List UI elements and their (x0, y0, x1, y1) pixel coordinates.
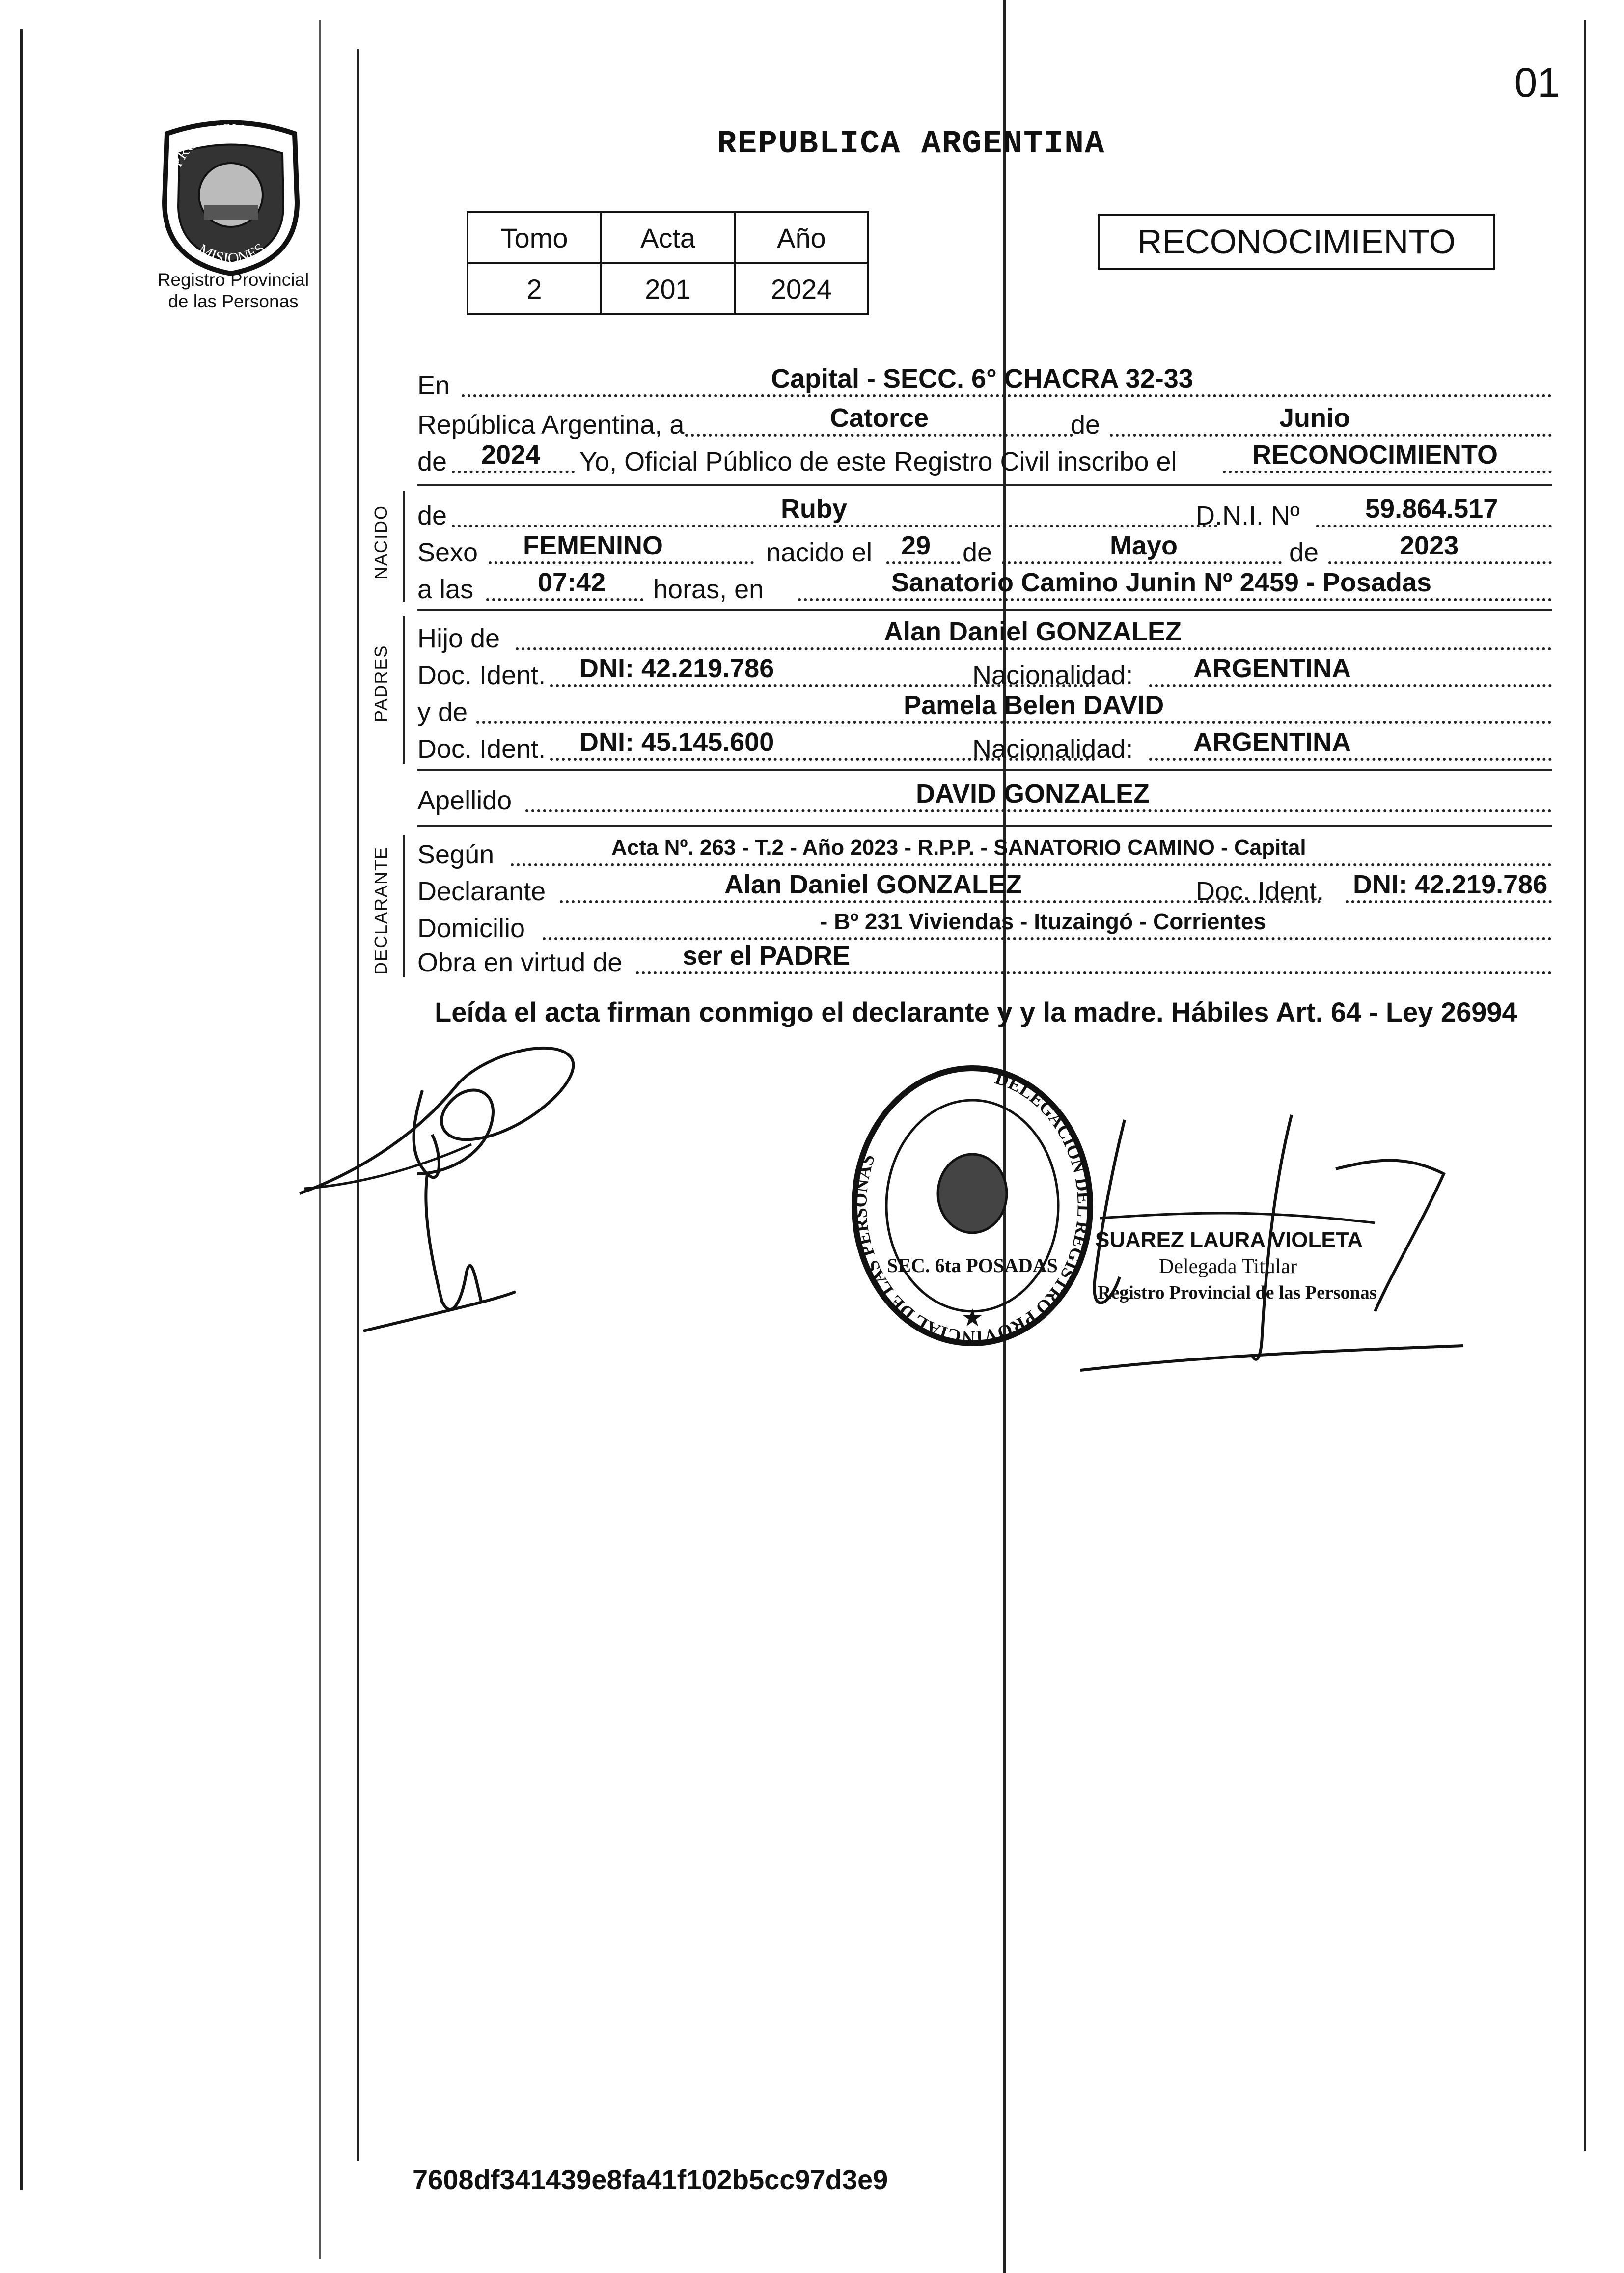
section-bar-declarante (403, 835, 405, 977)
dots (1149, 758, 1552, 761)
label-doc-declarante: Doc. Ident. (1196, 877, 1324, 906)
label-nacionalidad-father: Nacionalidad: (972, 661, 1133, 690)
acta-value-acta: 201 (601, 263, 735, 314)
registry-caption-line1: Registro Provincial (157, 270, 309, 290)
logo-seal-bottom-text: MISIONES (195, 239, 268, 267)
row-domicilio (417, 909, 1552, 943)
official-title: Delegada Titular (1159, 1255, 1297, 1278)
page-number: 01 (1514, 59, 1560, 106)
country-title: REPUBLICA ARGENTINA (717, 125, 1105, 162)
row-time-place (417, 570, 1552, 604)
label-apellido: Apellido (417, 786, 512, 815)
label-horas-en: horas, en (653, 575, 764, 604)
closing-statement: Leída el acta firman conmigo el declarante y y la madre. Hábiles Art. 64 - Ley 26994 (435, 997, 1517, 1027)
sex-value: FEMENINO (523, 531, 663, 560)
dots (452, 471, 575, 473)
label-segun: Según (417, 840, 495, 869)
document-hash: 7608df341439e8fa41f102b5cc97d3e9 (413, 2164, 888, 2195)
birth-day: 29 (901, 531, 931, 560)
year-value: 2024 (481, 440, 541, 470)
birth-month: Mayo (1110, 531, 1178, 560)
inscribed-value: RECONOCIMIENTO (1252, 440, 1498, 470)
place-location: Capital - SECC. 6° CHACRA 32-33 (771, 364, 1193, 393)
row-declarante (417, 872, 1552, 906)
obra-value: ser el PADRE (683, 941, 851, 970)
row-obra (417, 943, 1552, 977)
separator (417, 825, 1552, 827)
row-father (417, 619, 1552, 653)
dots (1316, 525, 1552, 527)
section-bar-padres (403, 616, 405, 764)
dots (886, 561, 960, 564)
form-border-right (1584, 20, 1586, 2151)
province-logo (150, 114, 312, 276)
dots (636, 971, 1552, 974)
father-doc: DNI: 42.219.786 (579, 654, 774, 683)
label-dni: D.N.I. Nº (1196, 501, 1300, 530)
acta-header-acta: Acta (601, 212, 735, 263)
acta-value-ano: 2024 (735, 263, 868, 314)
child-dni: 59.864.517 (1365, 494, 1498, 524)
birth-year: 2023 (1400, 531, 1459, 560)
declarant-signature (295, 1026, 697, 1351)
label-doc-father: Doc. Ident. (417, 661, 546, 690)
dots (685, 434, 1073, 437)
acta-header-tomo: Tomo (468, 212, 601, 263)
dots (476, 721, 1552, 724)
dots (489, 561, 754, 564)
row-name (417, 496, 1552, 530)
row-place (417, 366, 1552, 400)
father-name: Alan Daniel GONZALEZ (884, 617, 1182, 646)
section-label-nacido: NACIDO (371, 504, 391, 580)
official-stamp (845, 1061, 1100, 1356)
section-bar-nacido (403, 491, 405, 602)
separator (417, 609, 1552, 611)
declarante-name: Alan Daniel GONZALEZ (724, 870, 1022, 899)
label-obra: Obra en virtud de (417, 948, 623, 977)
row-date (417, 405, 1552, 440)
row-mother (417, 693, 1552, 727)
registry-caption (133, 269, 334, 312)
section-label-padres: PADRES (371, 644, 391, 722)
mother-name: Pamela Belen DAVID (904, 691, 1164, 720)
official-org: Registro Provincial de las Personas (1098, 1282, 1377, 1303)
dots (798, 598, 1552, 601)
label-en: En (417, 371, 450, 400)
dots (543, 937, 1552, 940)
day-value: Catorce (830, 403, 929, 433)
label-de-year: de (1289, 538, 1319, 567)
stamp-center-text: SEC. 6ta POSADAS (887, 1254, 1058, 1276)
label-hijo-de: Hijo de (417, 624, 500, 653)
row-father-doc (417, 656, 1552, 690)
logo-seal-top-text: PROVINCIA DE (169, 120, 274, 169)
separator (417, 484, 1552, 486)
mother-doc: DNI: 45.145.600 (579, 727, 774, 757)
label-de: de (1071, 410, 1101, 440)
dots (462, 394, 1552, 397)
dots (1149, 684, 1552, 687)
statement-text: Yo, Oficial Público de este Registro Civil inscribo el (579, 447, 1177, 476)
label-nacido-el: nacido el (766, 538, 873, 567)
label-de2: de (417, 447, 447, 476)
segun-value: Acta Nº. 263 - T.2 - Año 2023 - R.P.P. - SANATORIO CAMINO - Capital (611, 835, 1306, 859)
dots (486, 598, 643, 601)
label-de-month: de (963, 538, 992, 567)
acta-header-ano: Año (735, 212, 868, 263)
dots (511, 863, 1552, 866)
birth-time: 07:42 (538, 568, 606, 597)
dots (1002, 561, 1282, 564)
birth-place: Sanatorio Camino Junin Nº 2459 - Posadas (891, 568, 1432, 597)
label-republica: República Argentina, a (417, 410, 685, 440)
row-sex-birth (417, 533, 1552, 567)
dots (525, 809, 1552, 812)
dots (516, 647, 1552, 650)
label-de-name: de (417, 501, 447, 530)
label-domicilio: Domicilio (417, 914, 525, 943)
father-nationality: ARGENTINA (1193, 654, 1351, 683)
dots (1110, 434, 1552, 437)
row-apellido (417, 781, 1552, 815)
domicilio-value: - Bº 231 Viviendas - Ituzaingó - Corrientes (820, 909, 1266, 934)
dots (1223, 471, 1552, 473)
official-name: SUAREZ LAURA VIOLETA (1095, 1228, 1363, 1252)
label-a-las: a las (417, 575, 474, 604)
mother-nationality: ARGENTINA (1193, 727, 1351, 757)
row-segun (417, 835, 1552, 869)
registry-caption-line2: de las Personas (168, 291, 299, 311)
row-mother-doc (417, 729, 1552, 764)
child-name: Ruby (781, 494, 847, 524)
row-year (417, 442, 1552, 476)
month-value: Junio (1279, 403, 1350, 433)
section-label-declarante: DECLARANTE (371, 846, 391, 975)
label-declarante: Declarante (417, 877, 546, 906)
apellido-value: DAVID GONZALEZ (916, 779, 1150, 808)
declarante-doc: DNI: 42.219.786 (1353, 870, 1548, 899)
acta-table (467, 211, 869, 315)
stamp-star-icon: ★ (961, 1304, 984, 1331)
dots (1328, 561, 1552, 564)
label-nacionalidad-mother: Nacionalidad: (972, 734, 1133, 764)
acta-value-tomo: 2 (468, 263, 601, 314)
stamp-ring-text: DELEGACION DEL REGISTRO PROVINCIAL DE LAS PERSONAS (850, 1067, 1094, 1348)
label-sexo: Sexo (417, 538, 478, 567)
label-doc-mother: Doc. Ident. (417, 734, 546, 764)
dots (1346, 900, 1552, 903)
label-y-de: y de (417, 697, 468, 727)
act-type-box: RECONOCIMIENTO (1098, 214, 1495, 270)
separator (417, 769, 1552, 771)
dots (452, 525, 1218, 527)
left-scan-edge (20, 29, 23, 2190)
